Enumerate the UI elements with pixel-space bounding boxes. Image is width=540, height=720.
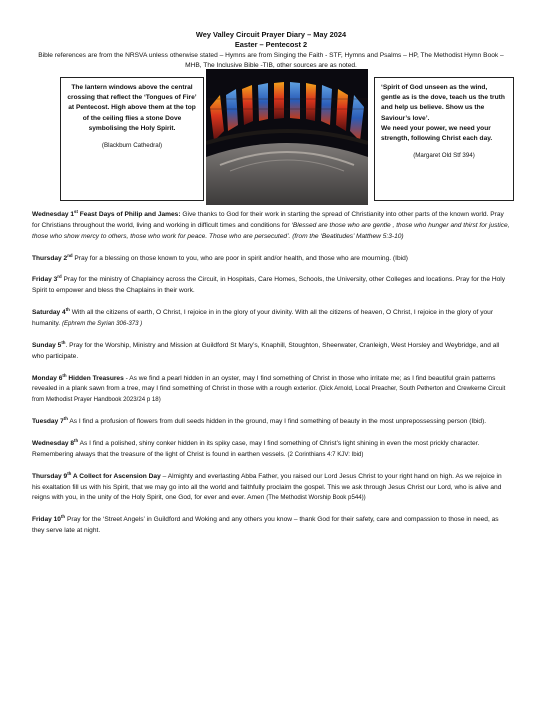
entry-source: (2 Corinthians 4:7 KJV: Ibid) <box>287 450 364 458</box>
references-note: Bible references are from the NRSVA unless otherwise stated – Hymns are from Singing the Faith - STF, Hymns and Psalms – HP, The Methodist Hymn Book – MHB, The Inclusive Bible -TIB, other sources are as noted. <box>38 52 504 69</box>
hymn-quote-box <box>374 77 514 201</box>
entry-text: . Pray for the Worship, Ministry and Mission at Guildford St Mary’s, Knaphill, Stoughton, Sheerwater, Cranleigh, West Horsley and Weybridge, and all who participate. <box>32 341 500 360</box>
entry-source: (Ephrem the Syrian 306-373 ) <box>61 320 143 328</box>
document-subtitle: Easter – Pentecost 2 <box>234 40 308 49</box>
hymn-quote-text-2: We need your power, we need your strength, following Christ each day. <box>381 124 493 143</box>
entry-text: Pray for the ministry of Chaplaincy across the Circuit, in Hospitals, Care Homes, Schools, the University, other Colleges and locations. Pray for the Holy Spirit to empower and bless the Chaplains in their work. <box>32 276 506 295</box>
entry-day: Thursday 2nd <box>32 252 73 262</box>
entry-text: As I find a polished, shiny conker hidden in its spiky case, may I find something of Christ’s light shining in even the most prickly character. Remembering always that the treasure of the light of Christ is found in earthen vessels. <box>32 439 480 458</box>
prayer-entry-may-5 <box>32 341 510 363</box>
document-title: Wey Valley Circuit Prayer Diary – May 2024 <box>195 30 347 39</box>
prayer-entry-may-8 <box>32 439 510 461</box>
entry-day: Friday 3rd <box>32 274 62 284</box>
entry-day: Friday 10th <box>32 514 66 524</box>
entry-day: Monday 6th Hidden Treasures <box>32 372 124 382</box>
entry-day: Saturday 4th <box>32 307 70 317</box>
entry-text: Give thanks to God for their work in starting the spread of Christianity into other parts of the known world. Pray for Christians throughout the world, living and working in difficult times and conditions for <box>32 211 504 229</box>
lantern-caption-box <box>60 77 204 201</box>
entry-text: As I find a profusion of flowers from dull seeds hidden in the ground, may I find something of beauty in the most unprepossessing person (Ibid). <box>67 418 487 426</box>
prayer-entry-may-3 <box>32 275 510 297</box>
prayer-entry-may-10 <box>32 515 510 537</box>
entry-text: - As we find a pearl hidden in an oyster, may I find something of Christ in those who irritate me; as I find beautiful grain patterns revealed in a plank sawn from a tree, may I find something of Christ in those with a rough exterior. <box>32 374 496 393</box>
prayer-entry-may-6 <box>32 374 510 407</box>
entry-day: Thursday 9th A Collect for Ascension Day <box>32 470 161 480</box>
prayer-entry-may-9 <box>32 472 510 505</box>
entry-text: – Almighty and everlasting Abba Father, you raised our Lord Jesus Christ to your right hand on high. As we rejoice in his exaltation fill us with his Spirit, that we may go into all the world and faithfully proclaim the gospel. This we ask through Jesus Christ our Lord, who is alive and reigns with you, in the unity of the Holy Spirit, one God, for ever and ever. Amen <box>32 472 502 502</box>
entry-source: (Dick Arnold, Local Preacher, South Petherton and Crewkerne Circuit from Methodist Prayer Handbook 2023/24 p 18) <box>32 385 506 404</box>
entry-day: Tuesday 7th <box>32 416 68 426</box>
prayer-entry-may-2 <box>32 254 510 265</box>
prayer-entry-may-1 <box>32 210 510 243</box>
entry-text: Pray for a blessing on those known to you, who are poor in spirit and/or health, and those who are mourning. (Ibid) <box>72 254 408 262</box>
feature-row <box>32 77 510 207</box>
cathedral-lantern-photo <box>206 69 368 205</box>
entry-day: Wednesday 1st Feast Days of Philip and James: <box>32 209 181 218</box>
entry-day: Sunday 5th <box>32 339 66 349</box>
prayer-entry-may-4 <box>32 308 510 330</box>
hymn-quote-source: (Margaret Old Stf 394) <box>413 152 475 160</box>
entry-source: (The Methodist Worship Book p544)) <box>266 494 366 502</box>
lantern-caption-text: The lantern windows above the central crossing that reflect the ‘Tongues of Fire’ at Pentecost. High above them at the top of the ceiling flies a stone Dove symbolising the Holy Spirit. <box>67 84 197 132</box>
entry-text: With all the citizens of earth, O Christ, I rejoice in in the glory of your divinity. With all the citizens of heaven, O Christ, I rejoice in the glory of your humanity. <box>32 309 494 328</box>
lantern-caption-source: (Blackburn Cathedral) <box>101 142 163 150</box>
prayer-entry-may-7 <box>32 417 510 428</box>
entry-text: Pray for the ‘Street Angels’ in Guildford and Woking and any others you know – thank God for their safety, care and compassion to those in need, as they serve late at night. <box>32 516 499 535</box>
entry-quote: ‘Blessed are those who are gentle , those who hunger and thirst for justice, those who show mercy to others, those who work for peace. Those who are persecuted’. (from the ‘Beatitudes’ Matthew 5:3-10) <box>32 221 510 240</box>
prayer-entries <box>32 210 510 537</box>
hymn-quote-text-1: ‘Spirit of God unseen as the wind, gentle as is the dove, teach us the truth and help us believe. Show us the Saviour’s love’. <box>381 84 505 122</box>
stained-glass-windows-image <box>206 69 368 205</box>
entry-day: Wednesday 8th <box>32 437 79 447</box>
